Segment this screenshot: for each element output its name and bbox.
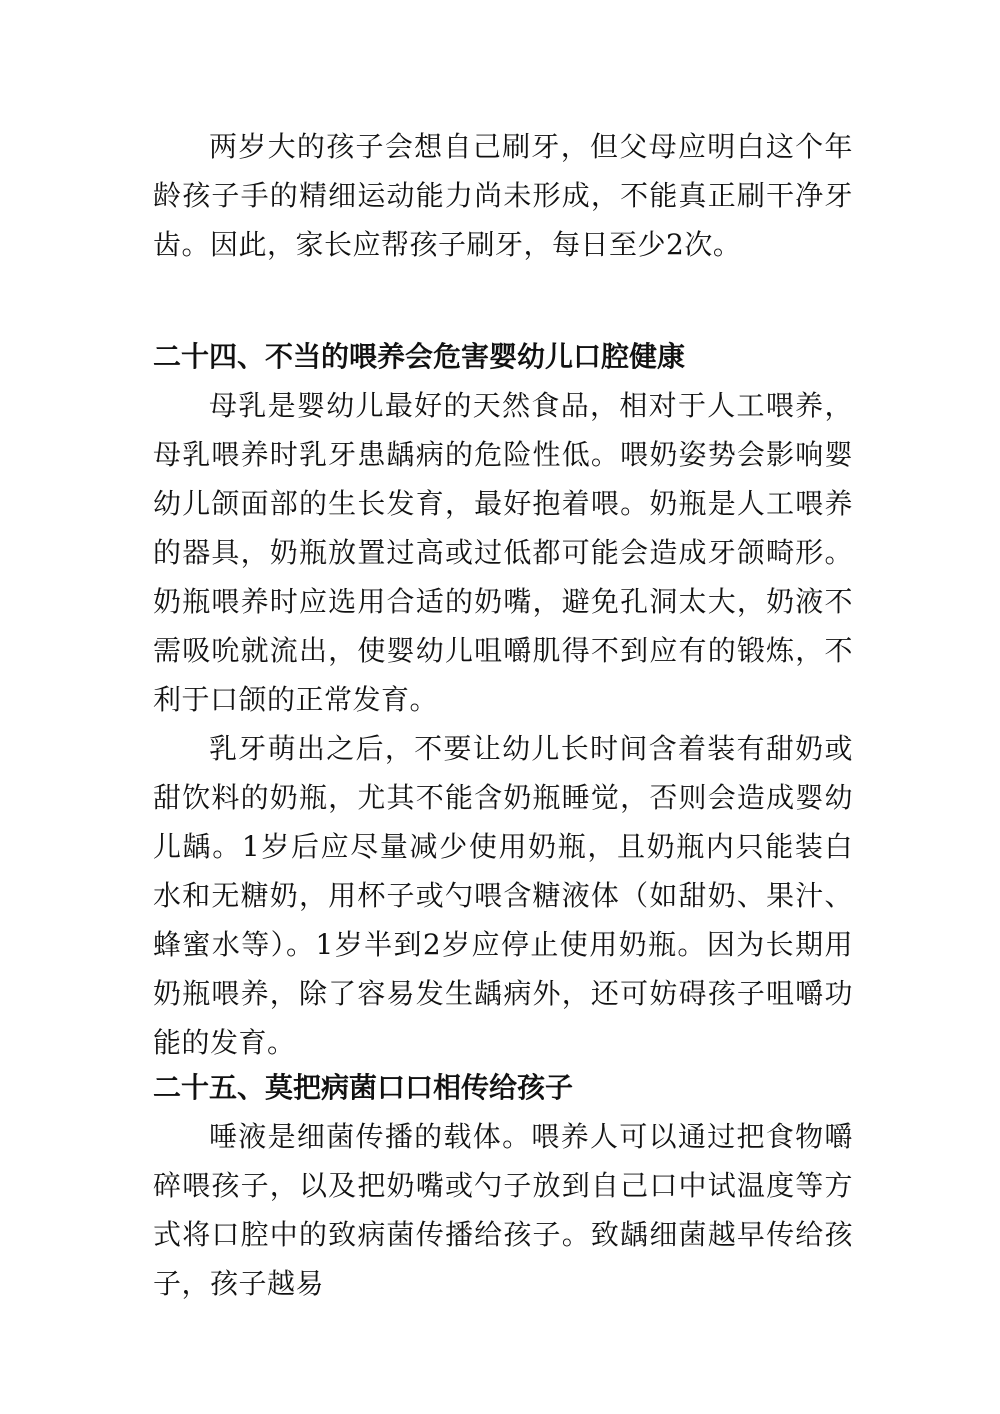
intro-paragraph: 两岁大的孩子会想自己刷牙，但父母应明白这个年龄孩子手的精细运动能力尚未形成，不能真正刷干净牙齿。因此，家长应帮孩子刷牙，每日至少2次。 <box>153 130 853 261</box>
section-24-heading: 二十四、不当的喂养会危害婴幼儿口腔健康 <box>153 340 686 373</box>
section-24-paragraph-2: 乳牙萌出之后，不要让幼儿长时间含着装有甜奶或甜饮料的奶瓶，尤其不能含奶瓶睡觉，否则会造成婴幼儿龋。1岁后应尽量减少使用奶瓶，且奶瓶内只能装白水和无糖奶，用杯子或勺喂含糖液体（如甜奶、果汁、蜂蜜水等）。1岁半到2岁应停止使用奶瓶。因为长期用奶瓶喂养，除了容易发生龋病外，还可妨碍孩子咀嚼功能的发育。 <box>153 732 853 1059</box>
section-24-body <box>153 381 853 1067</box>
section-25-paragraph-1: 唾液是细菌传播的载体。喂养人可以通过把食物嚼碎喂孩子，以及把奶嘴或勺子放到自己口中试温度等方式将口腔中的致病菌传播给孩子。致龋细菌越早传给孩子，孩子越易 <box>153 1120 853 1300</box>
section-25-body <box>153 1112 853 1308</box>
intro-section <box>153 122 853 269</box>
section-24-paragraph-1: 母乳是婴幼儿最好的天然食品，相对于人工喂养，母乳喂养时乳牙患龋病的危险性低。喂奶姿势会影响婴幼儿颌面部的生长发育，最好抱着喂。奶瓶是人工喂养的器具，奶瓶放置过高或过低都可能会造成牙颌畸形。奶瓶喂养时应选用合适的奶嘴，避免孔洞太大，奶液不需吸吮就流出，使婴幼儿咀嚼肌得不到应有的锻炼，不利于口颌的正常发育。 <box>153 389 853 716</box>
section-25-heading: 二十五、莫把病菌口口相传给孩子 <box>153 1071 574 1104</box>
